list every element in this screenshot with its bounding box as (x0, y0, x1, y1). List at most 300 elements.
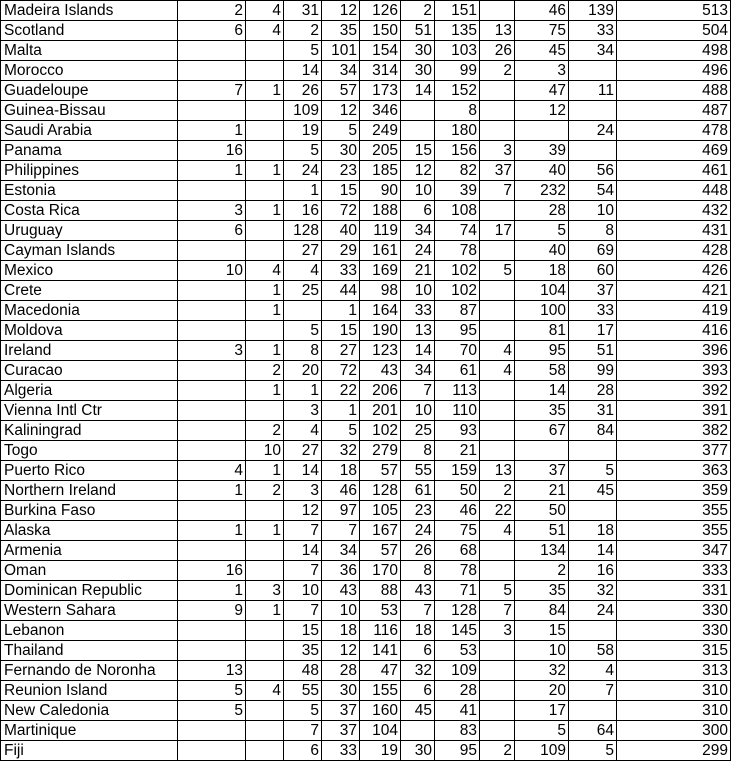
value-cell: 18 (322, 461, 360, 481)
value-cell: 12 (322, 101, 360, 121)
value-cell: 17 (569, 321, 617, 341)
table-row (1, 41, 731, 61)
value-cell: 1 (246, 601, 284, 621)
value-cell: 12 (515, 101, 569, 121)
value-cell: 78 (435, 561, 480, 581)
total-cell: 469 (617, 141, 731, 161)
value-cell: 1 (246, 81, 284, 101)
value-cell: 4 (569, 661, 617, 681)
value-cell: 26 (284, 81, 322, 101)
value-cell (178, 181, 246, 201)
value-cell: 12 (401, 161, 435, 181)
table-row (1, 401, 731, 421)
total-cell: 487 (617, 101, 731, 121)
row-label-cell: Mexico (1, 261, 178, 281)
value-cell: 4 (480, 521, 515, 541)
value-cell: 34 (322, 541, 360, 561)
value-cell: 14 (401, 341, 435, 361)
table-row (1, 441, 731, 461)
value-cell: 167 (360, 521, 401, 541)
value-cell: 161 (360, 241, 401, 261)
value-cell: 102 (360, 421, 401, 441)
value-cell: 57 (360, 541, 401, 561)
row-label-cell: Morocco (1, 61, 178, 81)
value-cell: 61 (401, 481, 435, 501)
total-cell: 392 (617, 381, 731, 401)
row-label-cell: Fernando de Noronha (1, 661, 178, 681)
value-cell (178, 641, 246, 661)
value-cell: 55 (401, 461, 435, 481)
value-cell: 39 (435, 181, 480, 201)
value-cell (246, 321, 284, 341)
total-cell: 330 (617, 601, 731, 621)
table-row (1, 681, 731, 701)
value-cell: 180 (435, 121, 480, 141)
value-cell (246, 661, 284, 681)
value-cell: 150 (360, 21, 401, 41)
value-cell (178, 61, 246, 81)
value-cell: 30 (322, 681, 360, 701)
value-cell: 30 (401, 41, 435, 61)
value-cell: 116 (360, 621, 401, 641)
value-cell: 7 (480, 601, 515, 621)
value-cell (246, 101, 284, 121)
value-cell: 58 (515, 361, 569, 381)
value-cell: 48 (284, 661, 322, 681)
value-cell (246, 561, 284, 581)
value-cell: 32 (569, 581, 617, 601)
value-cell: 18 (569, 521, 617, 541)
value-cell (178, 301, 246, 321)
value-cell: 5 (515, 221, 569, 241)
value-cell: 53 (435, 641, 480, 661)
value-cell: 50 (515, 501, 569, 521)
row-label-cell: Puerto Rico (1, 461, 178, 481)
value-cell (246, 181, 284, 201)
table-row (1, 421, 731, 441)
value-cell: 1 (246, 201, 284, 221)
value-cell: 10 (178, 261, 246, 281)
table-row (1, 301, 731, 321)
value-cell: 31 (284, 1, 322, 21)
value-cell (246, 541, 284, 561)
value-cell: 57 (322, 81, 360, 101)
value-cell: 75 (515, 21, 569, 41)
value-cell: 4 (284, 421, 322, 441)
value-cell: 97 (322, 501, 360, 521)
value-cell: 128 (435, 601, 480, 621)
value-cell: 22 (322, 381, 360, 401)
value-cell: 2 (246, 361, 284, 381)
total-cell: 426 (617, 261, 731, 281)
total-cell: 478 (617, 121, 731, 141)
value-cell (178, 101, 246, 121)
value-cell: 24 (401, 521, 435, 541)
value-cell: 1 (284, 381, 322, 401)
value-cell: 10 (284, 581, 322, 601)
row-label-cell: Cayman Islands (1, 241, 178, 261)
value-cell: 44 (322, 281, 360, 301)
table-row (1, 381, 731, 401)
value-cell: 56 (569, 161, 617, 181)
value-cell: 249 (360, 121, 401, 141)
value-cell (480, 101, 515, 121)
value-cell: 46 (435, 501, 480, 521)
table-row (1, 661, 731, 681)
value-cell (480, 441, 515, 461)
table-row (1, 581, 731, 601)
value-cell: 7 (178, 81, 246, 101)
value-cell: 5 (322, 421, 360, 441)
table-row (1, 281, 731, 301)
value-cell: 119 (360, 221, 401, 241)
value-cell: 33 (322, 261, 360, 281)
value-cell (569, 701, 617, 721)
value-cell (246, 701, 284, 721)
value-cell: 15 (284, 621, 322, 641)
value-cell: 10 (401, 181, 435, 201)
value-cell: 7 (284, 601, 322, 621)
value-cell: 30 (322, 141, 360, 161)
value-cell (480, 561, 515, 581)
value-cell: 6 (401, 641, 435, 661)
value-cell: 15 (322, 321, 360, 341)
row-label-cell: Macedonia (1, 301, 178, 321)
value-cell (178, 441, 246, 461)
value-cell: 37 (515, 461, 569, 481)
value-cell: 13 (178, 661, 246, 681)
value-cell: 71 (435, 581, 480, 601)
value-cell: 5 (480, 261, 515, 281)
value-cell: 26 (480, 41, 515, 61)
row-label-cell: Saudi Arabia (1, 121, 178, 141)
value-cell: 68 (435, 541, 480, 561)
value-cell: 126 (360, 1, 401, 21)
value-cell: 3 (178, 201, 246, 221)
total-cell: 513 (617, 1, 731, 21)
total-cell: 299 (617, 741, 731, 761)
value-cell: 21 (401, 261, 435, 281)
value-cell: 139 (569, 1, 617, 21)
value-cell: 134 (515, 541, 569, 561)
value-cell: 34 (401, 361, 435, 381)
value-cell: 75 (435, 521, 480, 541)
value-cell (178, 541, 246, 561)
value-cell: 1 (246, 281, 284, 301)
row-label-cell: Ireland (1, 341, 178, 361)
value-cell (569, 141, 617, 161)
table-row (1, 181, 731, 201)
value-cell: 16 (178, 561, 246, 581)
value-cell: 102 (435, 261, 480, 281)
value-cell (246, 221, 284, 241)
value-cell: 3 (480, 621, 515, 641)
value-cell: 34 (401, 221, 435, 241)
value-cell: 19 (284, 121, 322, 141)
value-cell (178, 721, 246, 741)
value-cell: 99 (435, 61, 480, 81)
value-cell: 37 (322, 721, 360, 741)
value-cell: 21 (435, 441, 480, 461)
value-cell (480, 301, 515, 321)
value-cell: 34 (322, 61, 360, 81)
total-cell: 310 (617, 701, 731, 721)
value-cell: 7 (480, 181, 515, 201)
value-cell (178, 321, 246, 341)
row-label-cell: Algeria (1, 381, 178, 401)
total-cell: 355 (617, 501, 731, 521)
value-cell: 104 (515, 281, 569, 301)
value-cell: 8 (401, 561, 435, 581)
value-cell: 33 (569, 301, 617, 321)
value-cell: 32 (515, 661, 569, 681)
value-cell (480, 721, 515, 741)
table-row (1, 81, 731, 101)
value-cell: 15 (515, 621, 569, 641)
value-cell: 90 (360, 181, 401, 201)
value-cell: 23 (401, 501, 435, 521)
value-cell: 16 (569, 561, 617, 581)
table-row (1, 481, 731, 501)
row-label-cell: Reunion Island (1, 681, 178, 701)
value-cell (178, 401, 246, 421)
total-cell: 315 (617, 641, 731, 661)
value-cell: 51 (569, 341, 617, 361)
value-cell: 2 (246, 481, 284, 501)
total-cell: 359 (617, 481, 731, 501)
value-cell: 100 (515, 301, 569, 321)
value-cell: 1 (322, 301, 360, 321)
value-cell: 39 (515, 141, 569, 161)
total-cell: 448 (617, 181, 731, 201)
table-row (1, 521, 731, 541)
value-cell: 93 (435, 421, 480, 441)
value-cell: 14 (401, 81, 435, 101)
value-cell: 27 (284, 441, 322, 461)
table-row (1, 261, 731, 281)
value-cell (246, 241, 284, 261)
value-cell (178, 281, 246, 301)
value-cell: 14 (569, 541, 617, 561)
value-cell (515, 441, 569, 461)
total-cell: 310 (617, 681, 731, 701)
value-cell: 1 (246, 301, 284, 321)
value-cell: 36 (322, 561, 360, 581)
value-cell: 159 (435, 461, 480, 481)
value-cell: 18 (515, 261, 569, 281)
value-cell: 170 (360, 561, 401, 581)
value-cell: 5 (178, 681, 246, 701)
value-cell: 155 (360, 681, 401, 701)
value-cell: 74 (435, 221, 480, 241)
value-cell: 43 (360, 361, 401, 381)
value-cell: 14 (515, 381, 569, 401)
value-cell: 30 (401, 741, 435, 761)
value-cell: 1 (246, 381, 284, 401)
value-cell: 12 (322, 1, 360, 21)
value-cell: 10 (246, 441, 284, 461)
row-label-cell: New Caledonia (1, 701, 178, 721)
value-cell: 37 (322, 701, 360, 721)
value-cell (178, 621, 246, 641)
value-cell: 31 (569, 401, 617, 421)
total-cell: 432 (617, 201, 731, 221)
value-cell: 11 (569, 81, 617, 101)
value-cell (246, 641, 284, 661)
value-cell (569, 101, 617, 121)
value-cell (246, 401, 284, 421)
value-cell: 72 (322, 201, 360, 221)
value-cell: 1 (178, 481, 246, 501)
value-cell: 152 (435, 81, 480, 101)
value-cell: 10 (322, 601, 360, 621)
value-cell (178, 361, 246, 381)
value-cell: 34 (569, 41, 617, 61)
value-cell (480, 81, 515, 101)
total-cell: 419 (617, 301, 731, 321)
value-cell: 101 (322, 41, 360, 61)
row-label-cell: Guinea-Bissau (1, 101, 178, 121)
row-label-cell: Uruguay (1, 221, 178, 241)
table-row (1, 701, 731, 721)
value-cell: 5 (322, 121, 360, 141)
value-cell: 201 (360, 401, 401, 421)
value-cell: 2 (284, 21, 322, 41)
value-cell: 2 (401, 1, 435, 21)
total-cell: 355 (617, 521, 731, 541)
row-label-cell: Scotland (1, 21, 178, 41)
value-cell (246, 141, 284, 161)
table-row (1, 141, 731, 161)
value-cell: 21 (515, 481, 569, 501)
total-cell: 313 (617, 661, 731, 681)
value-cell: 2 (178, 1, 246, 21)
value-cell (246, 741, 284, 761)
value-cell: 105 (360, 501, 401, 521)
row-label-cell: Oman (1, 561, 178, 581)
table-row (1, 601, 731, 621)
value-cell: 6 (401, 681, 435, 701)
value-cell: 206 (360, 381, 401, 401)
value-cell: 45 (515, 41, 569, 61)
value-cell: 346 (360, 101, 401, 121)
value-cell: 4 (246, 261, 284, 281)
value-cell: 4 (246, 681, 284, 701)
value-cell: 4 (246, 1, 284, 21)
value-cell: 41 (435, 701, 480, 721)
table-row (1, 501, 731, 521)
value-cell: 87 (435, 301, 480, 321)
value-cell: 70 (435, 341, 480, 361)
table-row (1, 461, 731, 481)
table-body (1, 1, 731, 761)
total-cell: 488 (617, 81, 731, 101)
value-cell (480, 681, 515, 701)
value-cell: 128 (360, 481, 401, 501)
value-cell: 40 (515, 241, 569, 261)
table-row (1, 61, 731, 81)
value-cell: 47 (360, 661, 401, 681)
value-cell: 109 (435, 661, 480, 681)
row-label-cell: Martinique (1, 721, 178, 741)
value-cell: 35 (284, 641, 322, 661)
value-cell: 17 (515, 701, 569, 721)
value-cell: 5 (569, 461, 617, 481)
total-cell: 300 (617, 721, 731, 741)
value-cell: 108 (435, 201, 480, 221)
value-cell: 232 (515, 181, 569, 201)
value-cell (480, 401, 515, 421)
value-cell: 72 (322, 361, 360, 381)
value-cell: 28 (569, 381, 617, 401)
total-cell: 428 (617, 241, 731, 261)
value-cell: 24 (569, 121, 617, 141)
table-row (1, 741, 731, 761)
value-cell: 20 (515, 681, 569, 701)
value-cell: 8 (401, 441, 435, 461)
value-cell: 7 (284, 521, 322, 541)
value-cell: 33 (401, 301, 435, 321)
value-cell (178, 421, 246, 441)
row-label-cell: Armenia (1, 541, 178, 561)
value-cell: 27 (284, 241, 322, 261)
total-cell: 396 (617, 341, 731, 361)
value-cell (480, 321, 515, 341)
row-label-cell: Costa Rica (1, 201, 178, 221)
value-cell: 1 (178, 521, 246, 541)
value-cell: 151 (435, 1, 480, 21)
row-label-cell: Northern Ireland (1, 481, 178, 501)
value-cell: 33 (322, 741, 360, 761)
value-cell: 7 (401, 381, 435, 401)
row-label-cell: Estonia (1, 181, 178, 201)
value-cell: 51 (515, 521, 569, 541)
value-cell: 43 (401, 581, 435, 601)
value-cell: 5 (569, 741, 617, 761)
value-cell: 5 (480, 581, 515, 601)
row-label-cell: Madeira Islands (1, 1, 178, 21)
value-cell: 61 (435, 361, 480, 381)
value-cell: 37 (569, 281, 617, 301)
value-cell: 169 (360, 261, 401, 281)
table-row (1, 121, 731, 141)
value-cell (178, 41, 246, 61)
row-label-cell: Togo (1, 441, 178, 461)
value-cell: 47 (515, 81, 569, 101)
value-cell: 173 (360, 81, 401, 101)
value-cell: 35 (515, 581, 569, 601)
value-cell (569, 441, 617, 461)
value-cell: 113 (435, 381, 480, 401)
value-cell: 123 (360, 341, 401, 361)
value-cell: 103 (435, 41, 480, 61)
row-label-cell: Fiji (1, 741, 178, 761)
value-cell: 58 (569, 641, 617, 661)
value-cell (569, 501, 617, 521)
value-cell (178, 741, 246, 761)
total-cell: 461 (617, 161, 731, 181)
row-label-cell: Kaliningrad (1, 421, 178, 441)
value-cell: 3 (246, 581, 284, 601)
value-cell: 25 (284, 281, 322, 301)
value-cell: 51 (401, 21, 435, 41)
total-cell: 504 (617, 21, 731, 41)
total-cell: 330 (617, 621, 731, 641)
value-cell (246, 121, 284, 141)
value-cell: 102 (435, 281, 480, 301)
value-cell: 78 (435, 241, 480, 261)
value-cell: 53 (360, 601, 401, 621)
